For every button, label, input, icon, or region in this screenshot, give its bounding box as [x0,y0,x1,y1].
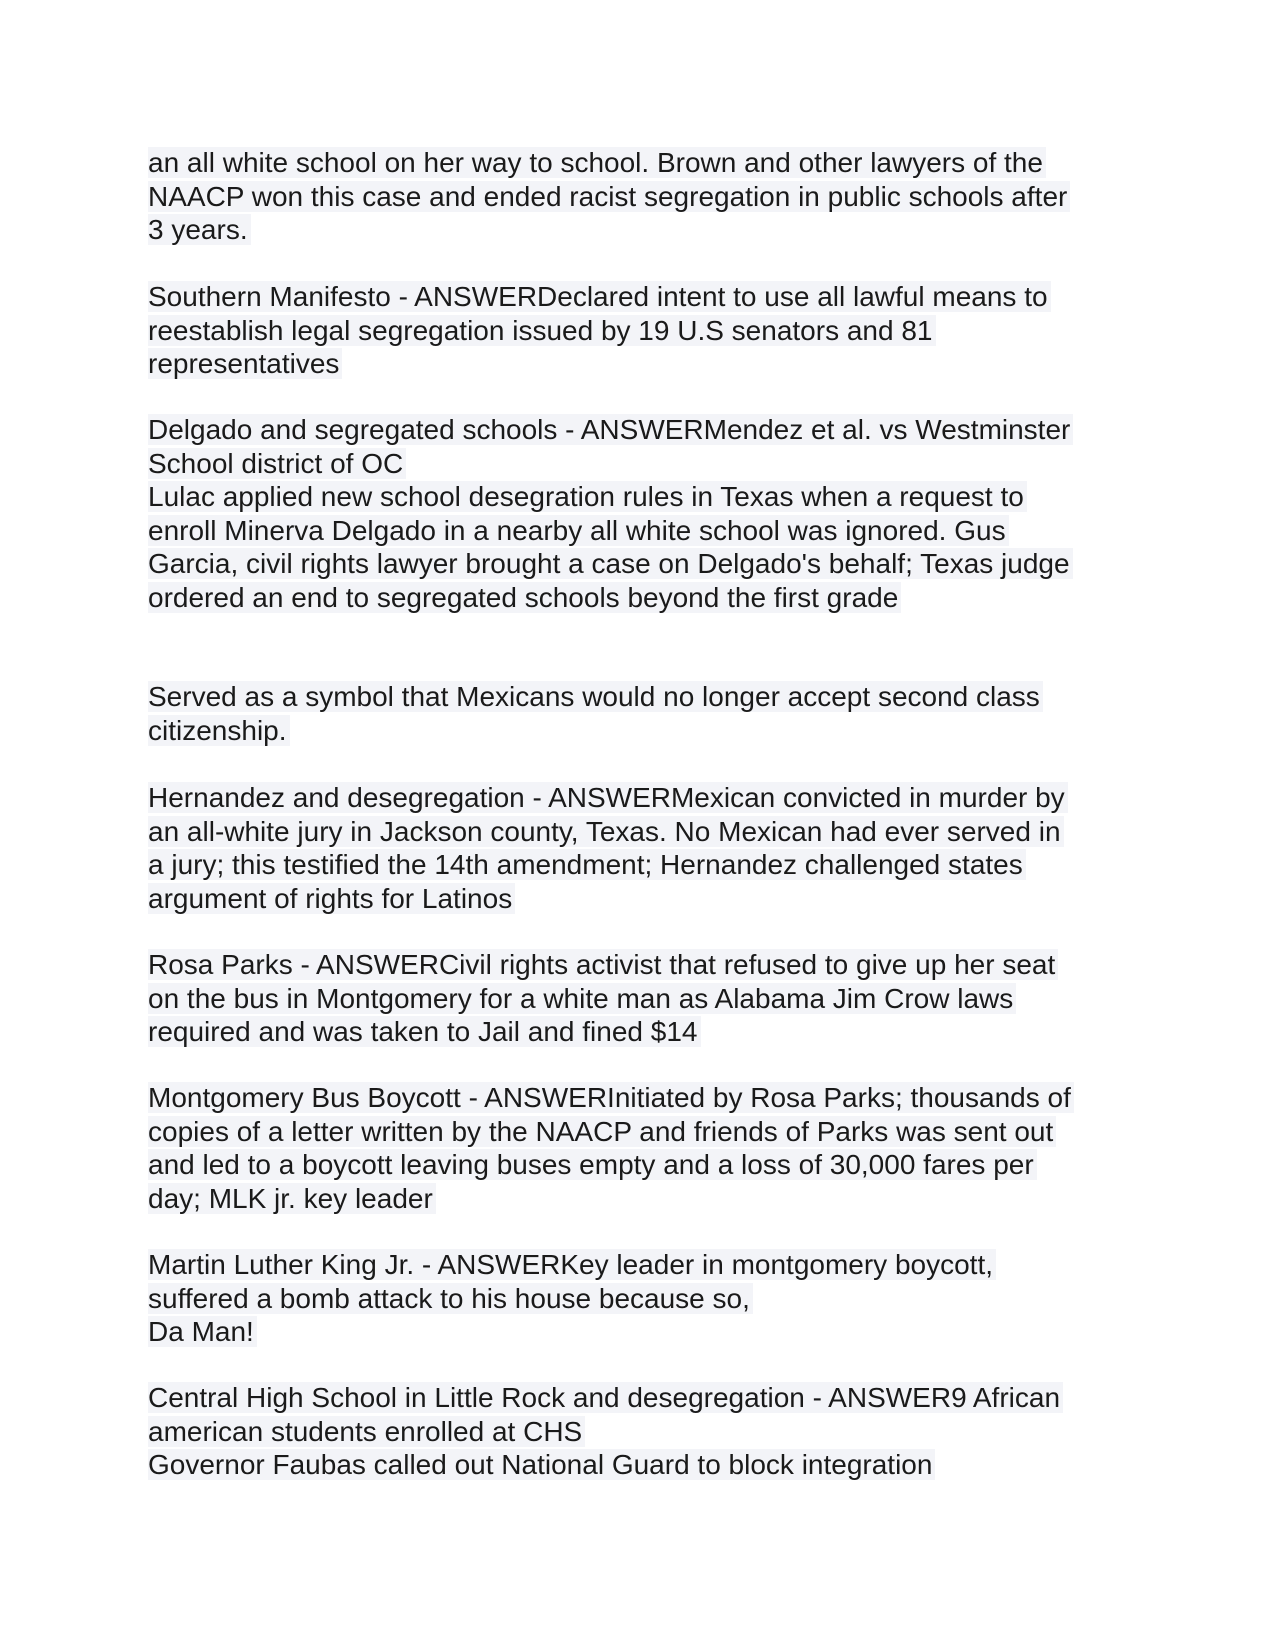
text-line: a jury; this testified the 14th amendment; Hernandez challenged states [148,848,1128,882]
text-line: and led to a boycott leaving buses empty and a loss of 30,000 fares per [148,1148,1128,1182]
text-line: Rosa Parks - ANSWERCivil rights activist that refused to give up her seat [148,948,1128,982]
text-line: required and was taken to Jail and fined $14 [148,1015,1128,1049]
paragraph-brown-case [148,146,1128,247]
text-line: on the bus in Montgomery for a white man as Alabama Jim Crow laws [148,982,1128,1016]
paragraph-bus-boycott [148,1081,1128,1215]
text-line: an all white school on her way to school. Brown and other lawyers of the [148,146,1128,180]
text-line: NAACP won this case and ended racist segregation in public schools after [148,180,1128,214]
text-line: enroll Minerva Delgado in a nearby all white school was ignored. Gus [148,514,1128,548]
text-line: Delgado and segregated schools - ANSWERMendez et al. vs Westminster [148,413,1128,447]
text-line: Da Man! [148,1315,1128,1349]
text-line: 3 years. [148,213,1128,247]
text-line: american students enrolled at CHS [148,1415,1128,1449]
text-line: argument of rights for Latinos [148,882,1128,916]
text-line: Lulac applied new school desegration rules in Texas when a request to [148,480,1128,514]
paragraph-delgado [148,413,1128,614]
paragraph-rosa-parks [148,948,1128,1049]
paragraph-hernandez [148,781,1128,915]
text-line: ordered an end to segregated schools beyond the first grade [148,581,1128,615]
text-line: School district of OC [148,447,1128,481]
text-line: copies of a letter written by the NAACP and friends of Parks was sent out [148,1115,1128,1149]
paragraph-southern-manifesto [148,280,1128,381]
text-line: Martin Luther King Jr. - ANSWERKey leader in montgomery boycott, [148,1248,1128,1282]
text-line: reestablish legal segregation issued by 19 U.S senators and 81 [148,314,1128,348]
paragraph-mlk [148,1248,1128,1349]
paragraph-central-high [148,1381,1128,1482]
text-line: Governor Faubas called out National Guard to block integration [148,1448,1128,1482]
text-line: Central High School in Little Rock and desegregation - ANSWER9 African [148,1381,1128,1415]
text-line: Served as a symbol that Mexicans would no longer accept second class [148,680,1128,714]
paragraph-symbol [148,680,1128,747]
text-line: Hernandez and desegregation - ANSWERMexican convicted in murder by [148,781,1128,815]
text-line: an all-white jury in Jackson county, Texas. No Mexican had ever served in [148,815,1128,849]
text-line: Southern Manifesto - ANSWERDeclared intent to use all lawful means to [148,280,1128,314]
text-line: Garcia, civil rights lawyer brought a case on Delgado's behalf; Texas judge [148,547,1128,581]
text-line: day; MLK jr. key leader [148,1182,1128,1216]
text-line: representatives [148,347,1128,381]
text-line: citizenship. [148,714,1128,748]
text-line: Montgomery Bus Boycott - ANSWERInitiated by Rosa Parks; thousands of [148,1081,1128,1115]
text-line: suffered a bomb attack to his house because so, [148,1282,1128,1316]
